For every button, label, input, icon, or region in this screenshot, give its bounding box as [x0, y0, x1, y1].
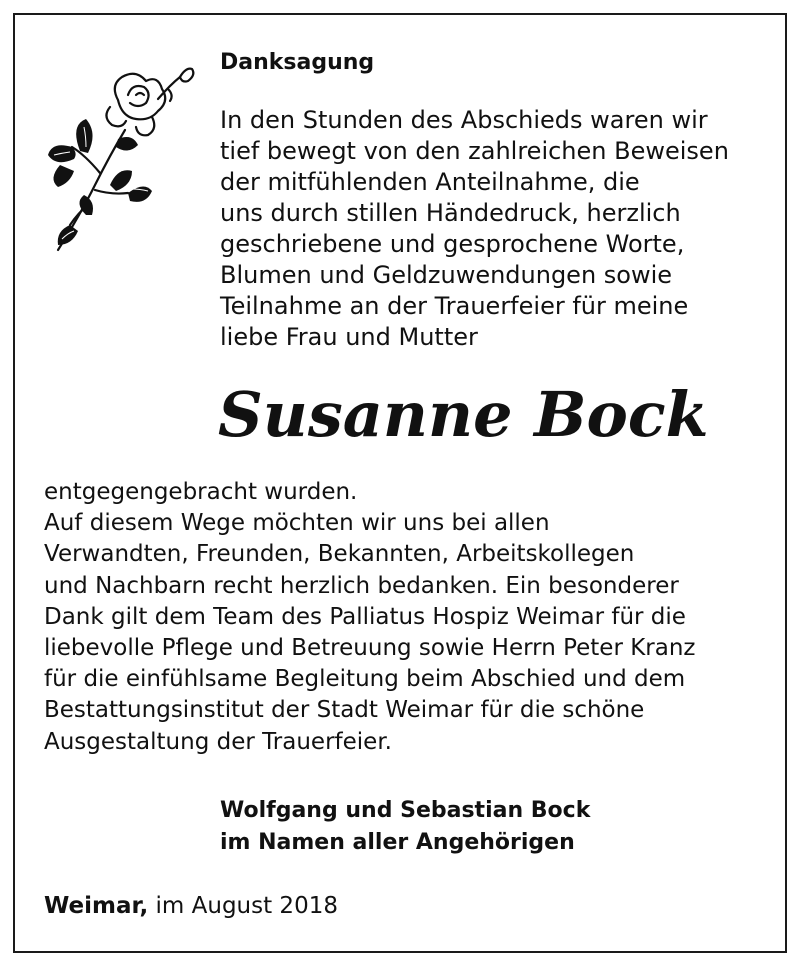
signature-line: Wolfgang und Sebastian Bock	[220, 798, 591, 823]
footer-date: im August 2018	[155, 893, 338, 919]
footer-place: Weimar,	[44, 893, 149, 919]
intro-line: uns durch stillen Händedruck, herzlich	[220, 199, 681, 227]
intro-line: In den Stunden des Abschieds waren wir	[220, 106, 708, 134]
notice-heading: Danksagung	[220, 50, 375, 75]
body-line: entgegengebracht wurden.	[44, 479, 358, 505]
deceased-name: Susanne Bock	[218, 378, 709, 451]
body-line: für die einfühlsame Begleitung beim Abschied und dem	[44, 666, 686, 693]
intro-line: der mitfühlenden Anteilnahme, die	[220, 168, 640, 196]
intro-line: tief bewegt von den zahlreichen Beweisen	[220, 137, 729, 165]
signature	[220, 795, 590, 859]
intro-line: Teilnahme an der Trauerfeier für meine	[220, 292, 689, 320]
body-line: und Nachbarn recht herzlich bedanken. Ein besonderer	[44, 572, 679, 599]
intro-line: Blumen und Geldzuwendungen sowie	[220, 261, 673, 289]
intro-line: geschriebene und gesprochene Worte,	[220, 230, 685, 258]
intro-text	[220, 105, 780, 353]
rose-icon	[40, 55, 205, 255]
body-line: liebevolle Pflege und Betreuung sowie Herrn Peter Kranz	[44, 635, 696, 662]
body-line: Bestattungsinstitut der Stadt Weimar für die schöne	[44, 697, 645, 724]
signature-line: im Namen aller Angehörigen	[220, 830, 575, 855]
body-line: Dank gilt dem Team des Palliatus Hospiz Weimar für die	[44, 603, 686, 630]
body-line: Auf diesem Wege möchten wir uns bei allen	[44, 510, 550, 537]
body-line: Verwandten, Freunden, Bekannten, Arbeitskollegen	[44, 541, 635, 568]
footer-dateline	[44, 890, 338, 922]
intro-line: liebe Frau und Mutter	[220, 323, 478, 351]
body-text	[44, 477, 789, 758]
body-line: Ausgestaltung der Trauerfeier.	[44, 728, 392, 755]
